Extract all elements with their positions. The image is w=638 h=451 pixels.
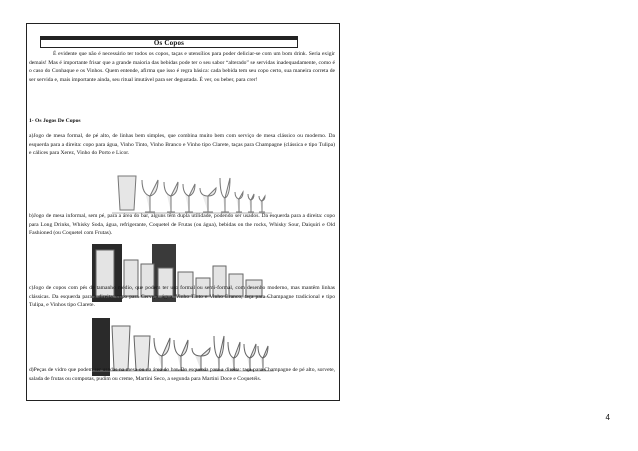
- title-box: [40, 36, 298, 48]
- photo-formal-glasses: [112, 164, 272, 218]
- item-b-text: b)Jogo de mesa informal, sem pé, para a área do bar, alguns têm dupla utilidade, podendo ser usados. Da esquerda para a direita: copo para Long Drinks, Whisky Soda, água, refrigerante, Coquetel de Frutas (ou água), bebidas on the rocks, Whisky Sour, Daiquiri e Old Fashioned (ou Coquetel com Frutas).: [29, 213, 335, 237]
- section-heading: 1- Os Jogos De Copos: [29, 118, 81, 124]
- content-area: [29, 26, 337, 398]
- item-d-text: d)Peças de vidro que podem ser usadas na mesa ou na área do bar. Da esquerda para a direita: taça para Champagne de pé alto, sorvete, salada de frutas ou compotas, pudim ou creme, Martini Seco, a segunda para Martini Doce e Coquetéis.: [29, 367, 335, 382]
- formal-glasses-image: [112, 164, 272, 218]
- item-a-text: a)Jogo de mesa formal, de pé alto, de linhas bem simples, que combina muito bem com serviço de mesa clássico ou moderno. Da esquerda para a direita: copo para água, Vinho Tinto, Vinho Branco e Vinho tipo Clarete, taças para Champagne (clássica e tipo Tulipa) e cálices para Xerez, Vinho do Porto e Licor.: [29, 133, 335, 157]
- page-number: 4: [605, 413, 610, 422]
- page-title: Os Copos: [153, 39, 185, 47]
- intro-paragraph: É evidente que não é necessário ter todos os copos, taças e utensílios para poder deliciar-se com um bom drink. Seria exigir demais! Mas é importante frisar que a grande maioria das bebidas pode ter o seu sabor “alterado” se servidas inadequadamente, como é o caso do Conhaque e os Vinhos. Quem entende, afirma que isso é regra básica: cada bebida tem seu copo certo, sua maneira correta de ser servida e, mais importante ainda, seu ritual imutável para ser degustada. É ver, ou beber, para crer!: [29, 51, 335, 83]
- item-c-text: c)Jogo de copos com pés de tamanho médio, que podem ter uso formal ou semi-formal, com desenho moderno, mas mantêm linhas clássicas. Da esquerda para a direita: copo para Cerveja, água, Vinho Tinto e Vinho Branco, taça para Champagne tradicional e tipo Tulipa, e Vinhos tipo Clarete.: [29, 285, 335, 309]
